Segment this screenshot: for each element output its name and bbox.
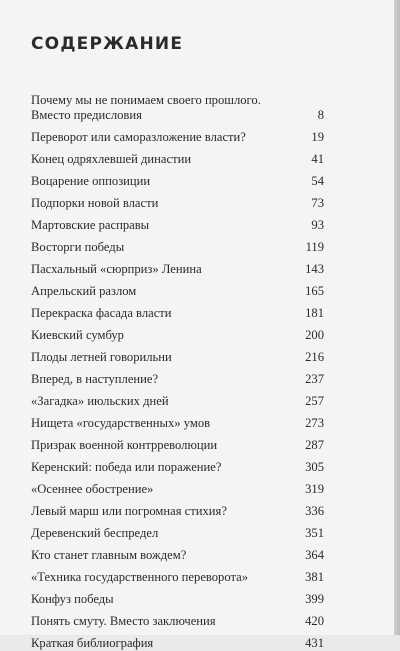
toc-entry [31,563,324,585]
toc-entry [31,321,324,343]
toc-entry-title: Понять смуту. Вместо заключения [31,614,216,628]
toc-entry-title: Керенский: победа или поражение? [31,460,222,474]
toc-entry [31,211,324,233]
toc-entry [31,167,324,189]
toc-entry-title: Конец одряхлевшей династии [31,152,192,166]
toc-entry [31,123,324,145]
toc-entry [31,475,324,497]
toc-entry [31,299,324,321]
toc-entry-title: Воцарение оппозиции [31,174,151,188]
toc-entry-title: Нищета «государственных» умов [31,416,211,430]
toc-page-number: 73 [311,196,324,210]
toc-entry [31,255,324,277]
toc-entry [31,497,324,519]
toc-entry-title: «Техника государственного переворота» [31,570,249,584]
toc-page-number: 165 [305,284,324,298]
toc-entry-title: Плоды летней говорильни [31,350,172,364]
toc-page-number: 237 [305,372,324,386]
toc-page-number: 257 [305,394,324,408]
toc-page-number: 336 [305,504,324,518]
toc-entry-title: Деревенский беспредел [31,526,159,540]
toc-entry [31,145,324,167]
toc-entry-title: Кто станет главным вождем? [31,548,187,562]
toc-page-number: 319 [305,482,324,496]
toc-entry-title: Вперед, в наступление? [31,372,159,386]
toc-entry [31,453,324,475]
toc-entry-title: Конфуз победы [31,592,114,606]
toc-entry [31,409,324,431]
toc-entry [31,585,324,607]
toc-page-number: 305 [305,460,324,474]
toc-entry-title: Переворот или саморазложение власти? [31,130,246,144]
toc-entry-title: Почему мы не понимаем своего прошлого. Вместо предисловия [31,93,261,122]
toc-page-number: 93 [311,218,324,232]
table-of-contents [31,86,324,651]
toc-entry-title: «Осеннее обострение» [31,482,154,496]
toc-entry [31,277,324,299]
toc-entry [31,189,324,211]
toc-entry-title: Восторги победы [31,240,125,254]
toc-entry-title: Пасхальный «сюрприз» Ленина [31,262,202,276]
toc-entry-title: «Загадка» июльских дней [31,394,169,408]
toc-entry [31,86,324,123]
toc-entry-title: Подпорки новой власти [31,196,159,210]
toc-page-number: 54 [311,174,324,188]
toc-entry-title: Перекраска фасада власти [31,306,172,320]
toc-page-number: 8 [317,108,324,122]
toc-entry-title: Киевский сумбур [31,328,124,342]
toc-page-number: 273 [305,416,324,430]
toc-page-number: 216 [305,350,324,364]
toc-page-number: 431 [305,636,324,650]
toc-page-number: 381 [305,570,324,584]
toc-page-number: 41 [311,152,324,166]
toc-page-number: 287 [305,438,324,452]
toc-entry-title: Левый марш или погромная стихия? [31,504,227,518]
toc-entry [31,343,324,365]
toc-page-number: 364 [305,548,324,562]
toc-entry [31,233,324,255]
toc-page-number: 181 [305,306,324,320]
toc-entry-title: Мартовские расправы [31,218,150,232]
toc-page-number: 420 [305,614,324,628]
toc-entry [31,541,324,563]
toc-entry-title: Апрельский разлом [31,284,137,298]
toc-page-number: 399 [305,592,324,606]
toc-page-number: 143 [305,262,324,276]
toc-entry [31,629,324,651]
toc-page-number: 19 [311,130,324,144]
toc-entry-title: Призрак военной контрреволюции [31,438,218,452]
toc-entry [31,365,324,387]
toc-entry [31,431,324,453]
toc-entry [31,607,324,629]
page-title: СОДЕРЖАНИЕ [31,34,184,54]
toc-entry-title: Краткая библиография [31,636,154,650]
toc-page-number: 351 [305,526,324,540]
toc-entry [31,519,324,541]
page-edge [394,0,400,635]
toc-page-number: 200 [305,328,324,342]
toc-page-number: 119 [305,240,324,254]
toc-entry [31,387,324,409]
